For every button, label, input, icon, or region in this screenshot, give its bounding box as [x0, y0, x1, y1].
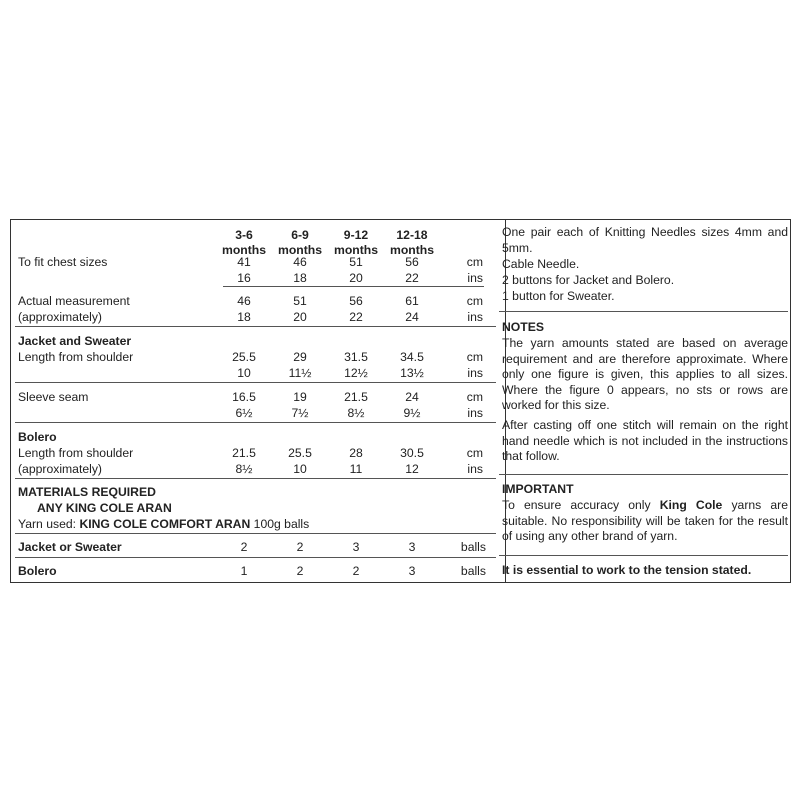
- bolero-balls-3: 2: [352, 564, 360, 578]
- actual-cm-1: 46: [237, 294, 251, 308]
- rule-right-3: [499, 555, 788, 556]
- jacket-cm-2: 29: [293, 350, 307, 364]
- sleeve-cm-4: 24: [405, 390, 419, 404]
- sleeve-ins-4: 9½: [403, 406, 421, 420]
- chest-ins-1: 16: [237, 271, 251, 285]
- actual-ins-2: 20: [293, 310, 307, 324]
- rule-jacket: [15, 382, 496, 383]
- jacket-balls-1: 2: [240, 540, 248, 554]
- sleeve-cm-3: 21.5: [344, 390, 368, 404]
- actual-label-1: Actual measurement: [18, 294, 130, 308]
- actual-ins-3: 22: [349, 310, 363, 324]
- size-header-2: 6-9 months: [277, 228, 322, 257]
- chest-ins-4: 22: [405, 271, 419, 285]
- actual-cm-3: 56: [349, 294, 363, 308]
- rule-actual: [15, 326, 496, 327]
- bolero-balls-unit: balls: [460, 564, 486, 578]
- rule-bolero: [15, 478, 496, 479]
- bolero-heading: Bolero: [18, 430, 57, 444]
- jacket-balls-4: 3: [408, 540, 416, 554]
- rule-right-2: [499, 474, 788, 475]
- brand-name: King Cole: [659, 498, 723, 512]
- bolero-ins-3: 11: [349, 462, 363, 476]
- size-header-3: 9-12 months: [333, 228, 378, 257]
- important-paragraph: To ensure accuracy only King Cole yarns are suitable. No responsibility will be taken for the result of using any other brand of yarn.: [502, 498, 788, 544]
- actual-ins-1: 18: [237, 310, 251, 324]
- chest-label: To fit chest sizes: [18, 255, 108, 269]
- bolero-balls-4: 3: [408, 564, 416, 578]
- chest-cm-3: 51: [349, 255, 363, 269]
- jacket-balls-2: 2: [296, 540, 304, 554]
- bolero-ins-1: 8½: [235, 462, 253, 476]
- rule-jacket-balls: [15, 557, 496, 558]
- jacket-cm-4: 34.5: [400, 350, 424, 364]
- needles-text: One pair each of Knitting Needles sizes 4mm and 5mm.: [502, 225, 788, 255]
- actual-cm-2: 51: [293, 294, 307, 308]
- buttons-sweater-text: 1 button for Sweater.: [502, 289, 615, 303]
- rule-sleeve: [15, 422, 496, 423]
- actual-label-2: (approximately): [18, 310, 102, 324]
- jacket-ins-2: 11½: [288, 366, 312, 380]
- size-header-1: 3-6 months: [221, 228, 266, 257]
- bolero-unit-cm: cm: [466, 446, 483, 460]
- bolero-length-label-2: (approximately): [18, 462, 102, 476]
- jacket-balls-label: Jacket or Sweater: [18, 540, 122, 554]
- bolero-balls-label: Bolero: [18, 564, 57, 578]
- chest-unit-ins: ins: [467, 271, 483, 285]
- size-header-4: 12-18 months: [389, 228, 434, 257]
- chest-ins-2: 18: [293, 271, 307, 285]
- jacket-cm-3: 31.5: [344, 350, 368, 364]
- jacket-ins-3: 12½: [344, 366, 368, 380]
- buttons-jacket-text: 2 buttons for Jacket and Bolero.: [502, 273, 675, 287]
- sleeve-unit-ins: ins: [467, 406, 483, 420]
- bolero-balls-1: 1: [240, 564, 248, 578]
- chest-unit-cm: cm: [466, 255, 483, 269]
- chest-cm-2: 46: [293, 255, 307, 269]
- jacket-balls-unit: balls: [460, 540, 486, 554]
- yarn-name: KING COLE COMFORT ARAN: [79, 517, 251, 531]
- bolero-length-label-1: Length from shoulder: [18, 446, 134, 460]
- bolero-cm-3: 28: [349, 446, 363, 460]
- jacket-unit-ins: ins: [467, 366, 483, 380]
- bolero-cm-1: 21.5: [232, 446, 256, 460]
- notes-heading: NOTES: [502, 320, 544, 334]
- chest-ins-3: 20: [349, 271, 363, 285]
- chest-cm-4: 56: [405, 255, 419, 269]
- actual-ins-4: 24: [405, 310, 419, 324]
- important-heading: IMPORTANT: [502, 482, 574, 496]
- sleeve-ins-3: 8½: [347, 406, 365, 420]
- actual-unit-cm: cm: [466, 294, 483, 308]
- sleeve-cm-1: 16.5: [232, 390, 256, 404]
- jacket-heading: Jacket and Sweater: [18, 334, 132, 348]
- jacket-ins-1: 10: [237, 366, 251, 380]
- jacket-cm-1: 25.5: [232, 350, 256, 364]
- rule-right-1: [499, 311, 788, 312]
- jacket-length-label: Length from shoulder: [18, 350, 134, 364]
- sleeve-unit-cm: cm: [466, 390, 483, 404]
- jacket-ins-4: 13½: [400, 366, 424, 380]
- sleeve-ins-1: 6½: [235, 406, 253, 420]
- rule-yarn: [15, 533, 496, 534]
- bolero-balls-2: 2: [296, 564, 304, 578]
- cable-needle-text: Cable Needle.: [502, 257, 580, 271]
- chest-cm-1: 41: [237, 255, 251, 269]
- sleeve-cm-2: 19: [293, 390, 307, 404]
- bolero-ins-4: 12: [405, 462, 419, 476]
- bolero-ins-2: 10: [293, 462, 307, 476]
- actual-unit-ins: ins: [467, 310, 483, 324]
- materials-subheading: ANY KING COLE ARAN: [37, 501, 172, 515]
- sleeve-label: Sleeve seam: [18, 390, 89, 404]
- notes-paragraph-1: The yarn amounts stated are based on average requirement and are therefore approximate. Where only one figure is given, this applies to all sizes. Where the figure 0 appears, no sts or rows are worked for this size.: [502, 336, 788, 413]
- rule-chest: [223, 286, 484, 287]
- notes-paragraph-2: After casting off one stitch will remain on the right hand needle which is not included in the instructions that follow.: [502, 418, 788, 464]
- jacket-unit-cm: cm: [466, 350, 483, 364]
- bolero-cm-2: 25.5: [288, 446, 312, 460]
- yarn-used: Yarn used: KING COLE COMFORT ARAN 100g balls: [18, 517, 310, 531]
- bolero-cm-4: 30.5: [400, 446, 424, 460]
- tension-note: It is essential to work to the tension stated.: [502, 563, 752, 577]
- bolero-unit-ins: ins: [467, 462, 483, 476]
- jacket-balls-3: 3: [352, 540, 360, 554]
- actual-cm-4: 61: [405, 294, 419, 308]
- sleeve-ins-2: 7½: [291, 406, 309, 420]
- materials-heading: MATERIALS REQUIRED: [18, 485, 156, 499]
